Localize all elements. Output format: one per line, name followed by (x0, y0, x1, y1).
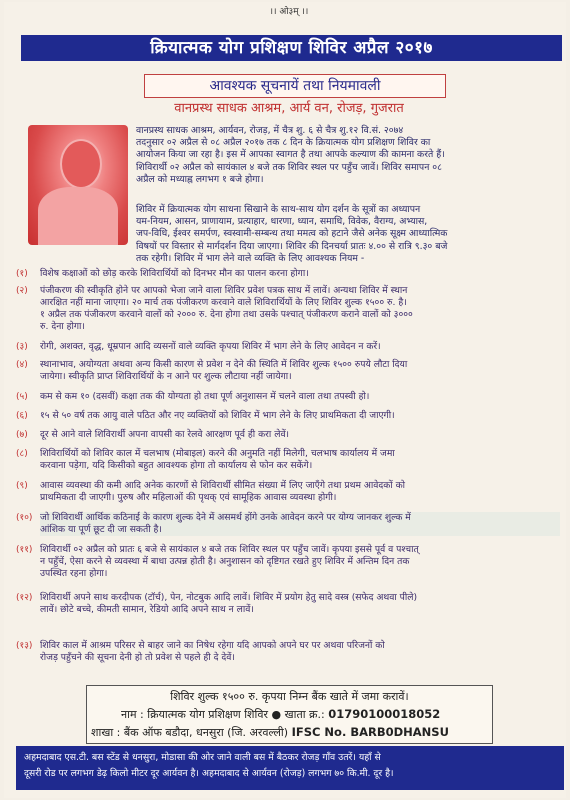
photo-face (60, 139, 102, 189)
rule-number: (१) (16, 269, 28, 279)
rule-number: (१३) (16, 641, 33, 651)
rule-item (16, 341, 560, 354)
rule-text: पंजीकरण की स्वीकृति होने पर आपको भेजा जाने वाला शिविर प्रवेश पत्रक साथ में लावें। अन्यथा शिविर में स्थान (40, 285, 408, 296)
rule-item (16, 544, 560, 582)
rule-text: रोगी, अशक्त, वृद्ध, धूम्रपान आदि व्यसनों वाले व्यक्ति कृपया शिविर में भाग लेने के लिए आवेदन न करें। (40, 341, 381, 352)
rule-item (16, 268, 560, 281)
rule-number: (७) (16, 430, 28, 440)
intro-paragraph (136, 125, 564, 186)
directions-footer (16, 746, 564, 790)
om-heading: ।। ओ३म् ।। (269, 7, 309, 17)
rule-number: (४) (16, 360, 28, 370)
rule-text: शिविरार्थी ०२ अप्रैल को प्रातः ६ बजे से सायंकाल ४ बजे तक शिविर स्थल पर पहुँच जावें। कृपया इससे पूर्व व पश्चात् (40, 544, 419, 555)
account-number: 01790100018052 (328, 707, 441, 721)
rule-item (16, 410, 560, 423)
rule-text: प्राथमिकता दी जाएगी। पुरुष और महिलाओं की पृथक् एवं सामूहिक आवास व्यवस्था होगी। (40, 492, 337, 503)
intro-line: वानप्रस्थ साधक आश्रम, आर्यवन, रोजड़, में चैत्र शु. ६ से चैत्र शु.१२ वि.सं. २०७४ (136, 125, 404, 136)
rule-text: दूर से आने वाले शिविरार्थी अपना वापसी का रेलवे आरक्षण पूर्व ही करा लेवें। (40, 429, 290, 440)
rule-number: (१२) (16, 593, 33, 603)
rule-text: शिविर काल में आश्रम परिसर से बाहर जाने का निषेध रहेगा यदि आपको अपने घर पर अथवा परिजनों को (40, 640, 385, 651)
rule-text: जायेगा। स्वीकृति प्राप्त शिविरार्थियों के न आने पर शुल्क लौटाया नहीं जायेगा। (40, 371, 292, 382)
curriculum-line: जप-विधि, ईश्वर समर्पण, स्वस्वामी-सम्बन्ध तथा ममत्व को हटाने जैसे अनेक सूक्ष्म आध्यात्मिक (136, 228, 448, 240)
rule-number: (९) (16, 481, 28, 491)
intro-line: आयोजन किया जा रहा है। इस में आपका स्वागत है तथा आपके कल्याण की कामना करते हैं। (136, 149, 445, 161)
account-line (121, 707, 440, 722)
rule-text: शिविरार्थियों को शिविर काल में चलभाष (मोबाइल) करने की अनुमति नहीं मिलेगी, चलभाष कार्यालय में जमा (40, 448, 395, 459)
rule-text: आरक्षित नहीं माना जाएगा। २० मार्च तक पंजीकरण करवाने वाले शिविरार्थियों के लिए शिविर शुल्क १५०० रु. है। (40, 297, 407, 308)
rule-number: (११) (16, 545, 33, 555)
rule-text: कम से कम १० (दसवीं) कक्षा तक की योग्यता हो तथा पूर्ण अनुशासन में चलने वाला तथा तपस्वी हो। (40, 391, 370, 402)
notice-sheet (4, 2, 566, 798)
rule-text: न पहुँचें, ऐसा करने से व्यवस्था में बाधा उत्पन्न होती है। अनुशासन को दृष्टिगत रखते हुए शिविर में अन्तिम दिन तक (40, 556, 410, 567)
rule-text: करवाना पड़ेगा, यदि किसीको बहुत आवश्यक होगा तो कार्यालय से फोन कर सकेंगे। (40, 460, 313, 471)
rule-text: १ अप्रैल तक पंजीकरण करवाने वालों को २००० रु. देना होगा तथा उसके पश्चात् पंजीकरण कराने वालों को ३००० (40, 309, 413, 320)
rule-item (16, 480, 560, 506)
rule-item (16, 512, 560, 538)
rule-item (16, 429, 560, 442)
intro-line: अप्रैल को मध्याह्न लगभग १ बजे होगा। (136, 173, 264, 185)
saint-photo (28, 125, 128, 245)
curriculum-line: शिविर में क्रियात्मक योग साधना सिखाने के साथ-साथ योग दर्शन के सूत्रों का अध्यापन (136, 204, 421, 215)
rule-text: स्थानाभाव, अयोग्यता अथवा अन्य किसी कारण से प्रवेश न देने की स्थिति में शिविर शुल्क १५०० रुपये लौटा दिया (40, 359, 408, 370)
curriculum-paragraph (136, 204, 564, 265)
curriculum-line: यम-नियम, आसन, प्राणायाम, प्रत्याहार, धारणा, ध्यान, समाधि, विवेक, वैराग्य, अभ्यास, (136, 216, 428, 228)
branch-line (91, 725, 449, 740)
rule-number: (८) (16, 449, 28, 459)
directions-line: दूसरी रोड पर लगभग डेढ़ किलो मीटर दूर आर्यवन है। अहमदाबाद से आर्यवन (रोजड़) लगभग ७० कि.मी. दूर है। (24, 768, 394, 779)
intro-line: शिविरार्थी ०२ अप्रैल को सायंकाल ४ बजे तक शिविर स्थल पर पहुँच जावें। शिविर समापन ०८ (136, 161, 442, 173)
rule-text: आंशिक या पूर्ण छूट दी जा सकती है। (40, 524, 162, 535)
page-title: क्रियात्मक योग प्रशिक्षण शिविर अप्रैल २०१७ (21, 35, 562, 61)
ifsc-code: IFSC No. BARB0DHANSU (291, 725, 449, 739)
rule-item (16, 285, 560, 335)
rule-text: लावें। छोटे बच्चे, कीमती सामान, रेडियो आदि अपने साथ न लावें। (40, 604, 254, 615)
rule-item (16, 640, 560, 666)
location-line: वानप्रस्थ साधक आश्रम, आर्य वन, रोजड़, गुजरात (174, 101, 404, 116)
branch-label: शाखा : बैंक ऑफ बडौदा, धनसुरा (जि. अरवल्ली) (91, 726, 289, 739)
rule-text: शिविरार्थी अपने साथ करदीपक (टॉर्च), पेन, नोटबुक आदि लावें। शिविर में प्रयोग हेतु सादे वस्त्र (सफेद अथवा पीले) (40, 592, 418, 603)
rule-number: (५) (16, 392, 28, 402)
rule-number: (३) (16, 342, 28, 352)
rule-number: (२) (16, 286, 28, 296)
rule-item (16, 359, 560, 385)
rule-text: रोजड़ पहुँचने की सूचना देनी हो तो प्रवेश से पहले ही दे देवें। (40, 652, 235, 663)
rule-text: आवास व्यवस्था की कमी आदि अनेक कारणों से शिविरार्थी सीमित संख्या में लिए जाएँगे तथा प्रथम आवेदकों को (40, 480, 406, 491)
curriculum-line: तक रहेगी। शिविर में भाग लेने वाले व्यक्ति के लिए आवश्यक नियम - (136, 252, 365, 264)
rule-item (16, 448, 560, 474)
account-name-label: नाम : क्रियात्मक योग प्रशिक्षण शिविर ● खाता क्र.: (121, 708, 325, 721)
photo-body (38, 187, 118, 245)
rule-item (16, 391, 560, 404)
rule-item (16, 592, 560, 618)
bank-details-box (86, 685, 493, 744)
fee-notice: शिविर शुल्क १५०० रु. कृपया निम्न बैंक खाते में जमा करावें। (170, 690, 409, 703)
subtitle: आवश्यक सूचनायें तथा नियमावली (144, 74, 446, 98)
rule-text: रु. देना होगा। (40, 321, 85, 332)
rule-number: (१०) (16, 513, 33, 523)
rule-text: उपस्थित रहना होगा। (40, 568, 108, 579)
directions-line: अहमदाबाद एस.टी. बस स्टेंड से धनसुरा, मोडासा की ओर जाने वाली बस में बैठकर रोजड़ गाँव उतरें। यहाँ से (24, 752, 381, 763)
rule-number: (६) (16, 411, 28, 421)
rule-text: जो शिविरार्थी आर्थिक कठिनाई के कारण शुल्क देने में असमर्थ होंगे उनके आवेदन करने पर योग्य जानकर शुल्क में (40, 512, 411, 523)
curriculum-line: विषयों पर विस्तार से मार्गदर्शन दिया जाएगा। शिविर की दिनचर्या प्रातः ४.०० से रात्रि ९.३० बजे (136, 240, 448, 252)
intro-line: तदनुसार ०२ अप्रैल से ०८ अप्रैल २०१७ तक ८ दिन के क्रियात्मक योग प्रशिक्षण शिविर का (136, 137, 431, 149)
rule-text: १५ से ५० वर्ष तक आयु वाले पठित और नए व्यक्तियों को शिविर में भाग लेने के लिए प्राथमिकता दी जाएगी। (40, 410, 395, 421)
rule-text: विशेष कक्षाओं को छोड़ करके शिविरार्थियों को दिनभर मौन का पालन करना होगा। (40, 268, 309, 279)
